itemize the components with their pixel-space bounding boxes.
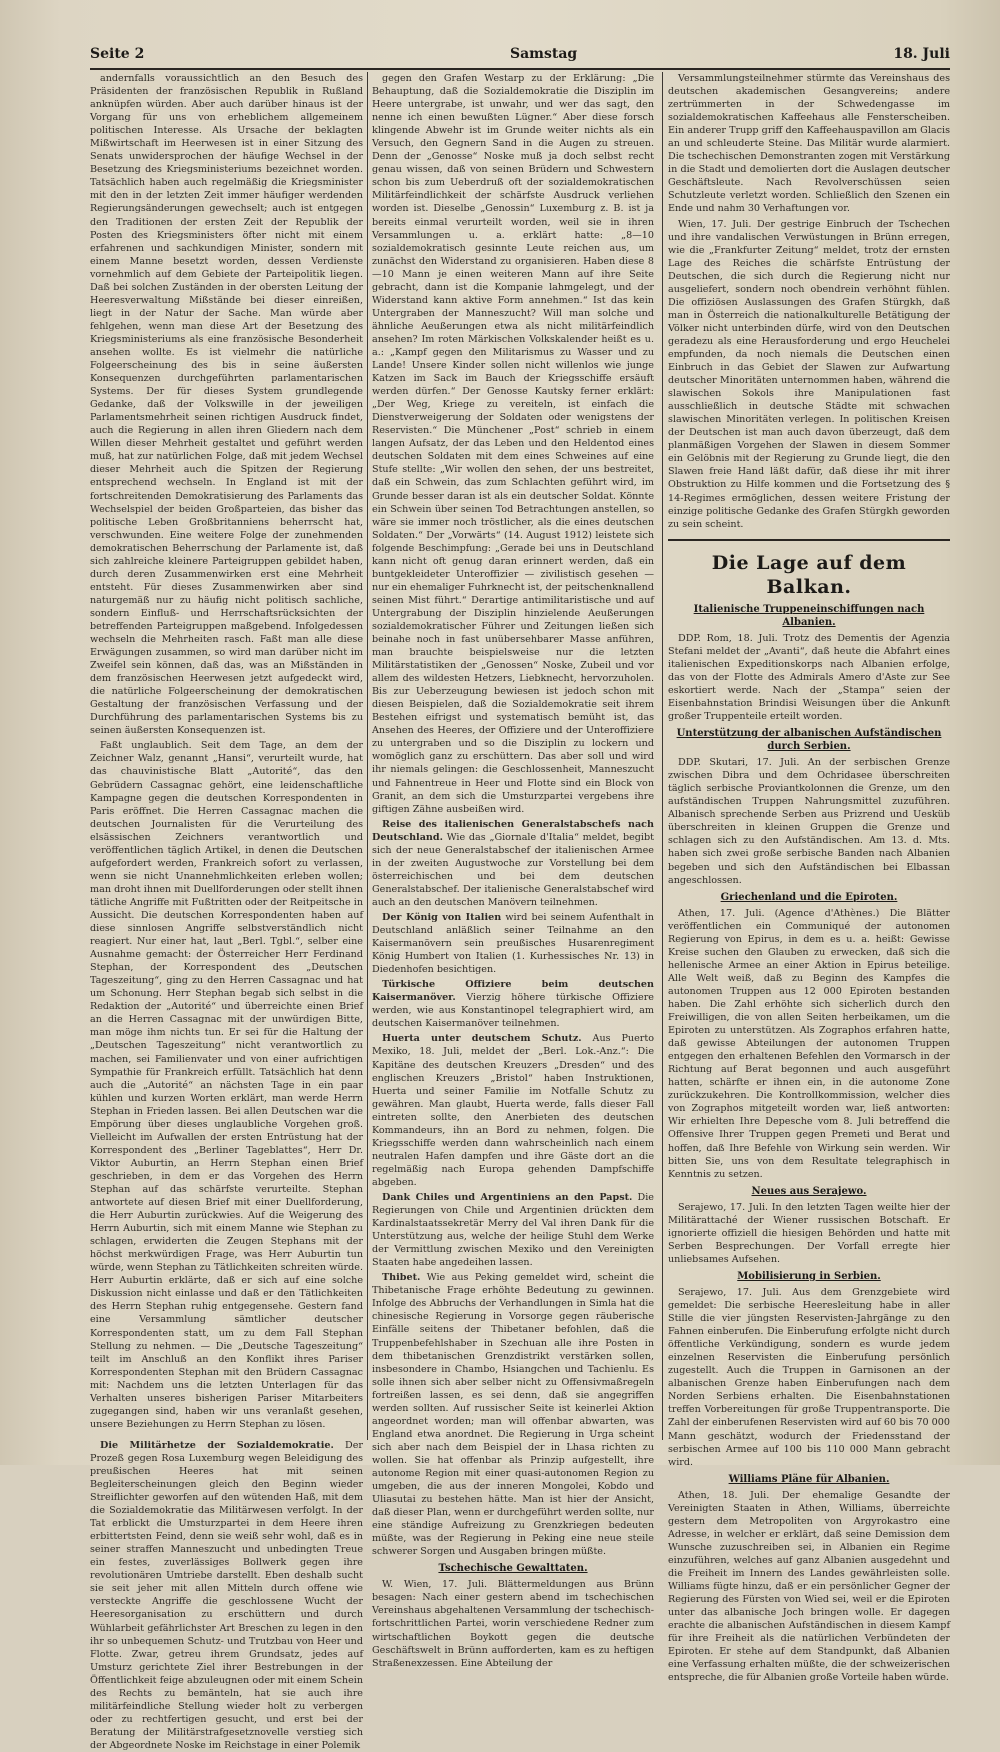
header-day: Samstag xyxy=(510,46,578,62)
article-body: Der Prozeß gegen Rosa Luxemburg wegen Beleidigung des preußischen Heeres hat mit seinen Begleiterscheinungen gleich den Beginn wieder Streiflichter geworfen auf den wütenden Haß, mit dem die Sozialdemokratie das Militärwesen verfolgt. In der Tat erblickt die Umsturzpartei in dem Heere ihren erbittertsten Feind, denn sie weiß sehr wohl, daß es in seiner straffen Manneszucht und unbedingten Treue ein festes, zuverlässiges Bollwerk gegen ihre revolutionären Umtriebe darstellt. Eben deshalb sucht sie seit jeher mit allen Mitteln durch offene wie versteckte Angriffe die geschlossene Wucht der Heeresorganisation zu erschüttern und durch Wühlarbeit gefährlichster Art Breschen zu legen in den ihr so unbequemen Schutz- und Trutzbau von Heer und Flotte. Zwar, getreu ihrem Grundsatz, jedes auf Umsturz gerichtete Ziel ihrer Bestrebungen in der Öffentlichkeit feige abzuleugnen oder mit einem Schein des Rechts zu bemänteln, hat sie auch ihre militärfeindliche Stellung wieder holt zu verbergen oder zu rechtfertigen gesucht, und erst bei der Beratung der Militärstrafgesetznovelle verstieg sich der Abgeordnete Noske im Reichstage in einer Polemik xyxy=(90,1439,363,1751)
article-paragraph xyxy=(372,1191,654,1269)
news-lede: Der König von Italien xyxy=(382,912,502,923)
section-heading: Italienische Truppeneinschiffungen nach Albanien. xyxy=(693,603,925,628)
news-lede: Thibet. xyxy=(382,1272,421,1284)
article-heading: Die Militärhetze der Sozialdemokratie. xyxy=(100,1439,334,1451)
article-paragraph: W. Wien, 17. Juli. Blättermeldungen aus Brünn besagen: Nach einer gestern abend im tschechischen Vereinshaus abgehaltenen Versammlung der tschechisch-fortschrittlichen Partei, worin verschiedene Redner zum wirtschaftlichen Boykott gegen die deutsche Geschäftswelt in Brünn aufforderten, kam es zu heftigen Straßenexzessen. Eine Abteilung der xyxy=(372,1579,654,1669)
article-paragraph xyxy=(372,1032,654,1189)
page-number: Seite 2 xyxy=(90,46,145,62)
article-paragraph: Serajewo, 17. Juli. In den letzten Tagen weilte hier der Militärattaché der Wiener russischen Botschaft. Er ignorierte offiziell die hiesigen Behörden und hatte mit Serben Besprechungen. Der Vorfall erregte hier unliebsames Aufsehen. xyxy=(668,1201,950,1265)
news-body: Wie das „Giornale d'Italia“ meldet, begibt sich der neue Generalstabschef der italienischen Armee in der zweiten Augustwoche zur Vorstellung bei dem österreichischen und bei dem deutschen Generalstabschef. Der italienische Generalstabschef wird auch an den deutschen Manövern teilnehmen. xyxy=(372,831,654,908)
article-paragraph: DDP. Skutari, 17. Juli. An der serbischen Grenze zwischen Dibra und dem Ochridasee überschreiten täglich serbische Proviantkolonnen die Grenze, um den aufständischen Truppen Nahrungsmittel zuzuführen. Albanisch sprechende Serben aus Prizrend und Uesküb überschreiten in kleinen Gruppen die Grenze und schlagen sich zu den Aufständischen. Am 13. d. Mts. haben sich zwei große serbische Banden nach Albanien begeben und sich den Aufständischen bei Elbassan angeschlossen. xyxy=(668,757,950,886)
article-paragraph: Athen, 17. Juli. (Agence d'Athènes.) Die Blätter veröffentlichen ein Communiqué der autonomen Regierung von Epirus, in dem es u. a. heißt: Gewisse Kreise suchen den Glauben zu erwecken, daß sich die hellenische Armee an einer Aktion in Epirus beteilige. Alle Welt weiß, daß zu Beginn des Kampfes die autonomen Truppen aus 12 000 Epiroten bestanden haben. Die Zahl erhöhte sich sicherlich durch den Freiwilligen, die von allen Seiten herbeikamen, um die Epiroten zu unterstützen. Als Zographos erfahren hatte, daß gewisse Abteilungen der autonomen Truppen entgegen den erhaltenen Befehlen den Vormarsch in der Richtung auf Berat begonnen und auch ausgeführt hatten, schärfte er ihnen ein, in die autonome Zone zurückzukehren. Die Kontrollkommission, welcher dies von Zographos mitgeteilt worden war, ließ antworten: Wir erhielten Ihre Depesche vom 8. Juli betreffend die Offensive Ihrer Truppen gegen Premeti und Berat und hoffen, daß Ihre Befehle von Wirkung sein werden. Wir bitten Sie, uns von dem Resultate telegraphisch in Kenntnis zu setzen. xyxy=(668,907,950,1180)
news-body: Vierzig höhere türkische Offiziere werden, wie aus Konstantinopel telegraphiert wird, am deutschen Kaisermanöver teilnehmen. xyxy=(372,992,654,1030)
news-body: Wie aus Peking gemeldet wird, scheint die Thibetanische Frage erhöhte Bedeutung zu gewinnen. Infolge des Abbruchs der Verhandlungen in Simla hat die chinesische Regierung in Vorsorge gegen räuberische Einfälle seitens der Thibetaner befohlen, daß die Truppenbefehlshaber in Szechuan alle ihre Posten in dem thibetanischen Grenzdistrikt verstärken sollen, insbesondere in Chambo, Hsiangchen und Tachienlu. Es solle ihnen sich aber selber nicht zu Offensivmaßregeln fortreißen lassen, es sei denn, daß sie angegriffen werden sollten. Auf russischer Seite ist keinerlei Aktion angeordnet worden; man will offenbar abwarten, was England etwa anordnet. Die Regierung in Urga scheint sich aber nach dem Beispiel der in Lhasa richten zu wollen. Sie hat offenbar als Prinzip aufgestellt, ihre autonome Region mit einer quasi-autonomen Region zu umgeben, die aus der inneren Mongolei, Kobdo und Uliasutai zu bestehen hätte. Man ist hier der Ansicht, daß dieser Plan, wenn er durchgeführt werden sollte, nur eine ständige Aufreizung zu Grenzkriegen bedeuten müßte, was der Regierung in Peking eine neue steile schwerer Sorgen und Ausgaben bringen müßte. xyxy=(372,1272,654,1558)
article-paragraph xyxy=(372,818,654,909)
article-paragraph: DDP. Rom, 18. Juli. Trotz des Dementis der Agenzia Stefani meldet der „Avanti“, daß heute die Abfahrt eines italienischen Expeditionskorps nach Albanien erfolge, das von der Flotte des Admirals Amero d'Aste zur See eskortiert werde. Nach der „Stampa“ seien der Eisenbahnstation Brindisi Weisungen über die Ankunft großer Truppenteile erteilt worden. xyxy=(668,632,950,723)
article-paragraph: Faßt unglaublich. Seit dem Tage, an dem der Zeichner Walz, genannt „Hansi“, verurteilt wurde, hat das chauvinistische Blatt „Autorité“, das den Gebrüdern Cassagnac gehört, eine leidenschaftliche Kampagne gegen die deutschen Korrespondenten in Paris eröffnet. Die Herren Cassagnac machen die deutschen Journalisten für die Verurteilung des elsässischen Zeichners verantwortlich und veröffentlichen täglich Artikel, in denen die Deutschen aufgefordert werden, Frankreich sofort zu verlassen, wenn sie nicht Unannehmlichkeiten erleben wollen; man droht ihnen mit Duellforderungen oder stellt ihnen tätliche Angriffe mit Fußtritten oder der Reitpeitsche in Aussicht. Die deutschen Korrespondenten haben auf diese sinnlosen Angriffe selbstverständlich nicht reagiert. Nur einer hat, laut „Berl. Tgbl.“, selber eine Ausnahme gemacht: der Österreicher Herr Ferdinand Stephan, der Korrespondent des „Deutschen Tageszeitung“, ging zu den Herren Cassagnac und hat um Schonung. Herr Stephan begab sich selbst in die Redaktion der „Autorité“ und überreichte einen Brief an die Herren Cassagnac mit der unwürdigen Bitte, man möge ihm nichts tun. Er sei für die Haltung der „Deutschen Tageszeitung“ nicht verantwortlich zu machen, sei Familienvater und von einer aufrichtigen Sympathie für Frankreich erfüllt. Tatsächlich hat denn auch die „Autorité“ an nächsten Tage in ein paar kühlen und kurzen Worten erklärt, man werde Herrn Stephan in Frieden lassen. Bei allen Deutschen war die Empörung über dieses unglaubliche Vorgehen groß. Vielleicht im Aufwallen der ersten Entrüstung hat der Korrespondent des „Berliner Tageblattes“, Herr Dr. Viktor Auburtin, an Herrn Stephan einen Brief geschrieben, in dem er das Vorgehen des Herrn Stephan auf das schärfste verurteilte. Stephan antwortete auf diesen Brief mit einer Duellforderung, die Herr Auburtin zurückwies. Auf die Weigerung des Herrn Auburtin, sich mit einem Manne wie Stephan zu schlagen, erwiderten die Zeugen Stephans mit der höchst merkwürdigen Frage, was Herr Auburtin tun würde, wenn Stephan zu Tätlichkeiten schreiten würde. Herr Auburtin erklärte, daß er sich auf eine solche Diskussion nicht einlasse und daß er den Tätlichkeiten des Herrn Stephan ruhig entgegensehe. Gestern fand eine Versammlung sämtlicher deutscher Korrespondenten statt, um zu dem Fall Stephan Stellung zu nehmen. — Die „Deutsche Tageszeitung“ teilt im Anschluß an den Konflikt ihres Pariser Korrespondenten Stephan mit den Brüdern Cassagnac mit: Nachdem uns die letzten Unterlagen für das Verhalten unseres bisherigen Pariser Mitarbeiters zugegangen sind, haben wir uns veranlaßt gesehen, unsere Beziehungen zu Herrn Stephan zu lösen. xyxy=(90,740,363,1430)
news-body: wird bei seinem Aufenthalt in Deutschland anläßlich seiner Teilnahme an den Kaisermanövern sein preußisches Husarenregiment König Humbert von Italien (1. Kurhessisches Nr. 13) in Diedenhofen besichtigen. xyxy=(372,912,654,976)
article-paragraph xyxy=(372,911,654,976)
article-paragraph: Versammlungsteilnehmer stürmte das Vereinshaus des deutschen akademischen Gesangvereins; andere zertrümmerten in der Schwedengasse im sozialdemokratischen Kaffeehaus alle Fensterscheiben. Ein anderer Trupp griff den Kaffeehauspavillon am Glacis an und schleuderte Steine. Das Militär wurde alarmiert. Die tschechischen Demonstranten zogen mit Verstärkung in die Stadt und demolierten dort die Auslagen deutscher Geschäftsleute. Nach Revolverschüssen seien Schutzleute verletzt worden. Schließlich den Szenen ein Ende und nahm 30 Verhaftungen vor. xyxy=(668,73,950,215)
news-lede: Reise des italienischen Generalstabschefs nach Deutschland. xyxy=(372,818,654,843)
news-lede: Dank Chiles und Argentiniens an den Papst. xyxy=(382,1191,633,1203)
article-paragraph: Serajewo, 17. Juli. Aus dem Grenzgebiete wird gemeldet: Die serbische Heeresleitung habe in aller Stille die vier jüngsten Reservisten-Jahrgänge zu den Fahnen einberufen. Die Einberufung erfolgte nicht durch öffentliche Verkündigung, sondern es wurde jedem einzelnen Reservisten die Einberufung persönlich zugestellt. Auch die Truppen in Garnisonen an der albanischen Grenze haben Einberufungen nach dem Norden Serbiens erhalten. Die Eisenbahnstationen treffen Vorbereitungen für große Truppentransporte. Die Zahl der einberufenen Reservisten wird auf 60 bis 70 000 Mann geschätzt, wodurch der Friedensstand der serbischen Armee auf 100 bis 110 000 Mann gebracht wird. xyxy=(668,1286,950,1468)
article-paragraph: gegen den Grafen Westarp zu der Erklärung: „Die Behauptung, daß die Sozialdemokratie die Disziplin im Heere untergrabe, ist unwahr, und wer das sagt, den nenne ich einen bewußten Lügner.“ Aber diese forsch klingende Abwehr ist im Grunde weiter nichts als ein Versuch, den Gegnern Sand in die Augen zu streuen. Denn der „Genosse“ Noske muß ja doch selbst recht genau wissen, daß von seinen Brüdern und Schwestern schon bis zum Ueberdruß oft der sozialdemokratischen Militärfeindlichkeit der schärfste Ausdruck verliehen worden ist. Dieselbe „Genossin“ Luxemburg z. B. ist ja bereits einmal verurteilt worden, weil sie in ihren Versammlungen u. a. erklärt hatte: „8—10 sozialdemokratisch gesinnte Leute reichen aus, um zunächst den Widerstand zu organisieren. Haben diese 8—10 Mann je einen weiteren Mann auf ihre Seite gebracht, dann ist die Kompanie lahmgelegt, und der Widerstand kann aktive Form annehmen.“ Ist das kein Untergraben der Manneszucht? Will man solche und ähnliche Aeußerungen etwa als nicht militärfeindlich ansehen? Im roten Märkischen Volkskalender heißt es u. a.: „Kampf gegen den Militarismus zu Wasser und zu Lande! Unsere Kinder sollen nicht willenlos wie junge Katzen im Sack im Bauch der Kriegsschiffe ersäuft werden dürfen.“ Der Genosse Kautsky ferner erklärt: „Der Weg, Kriege zu vereiteln, ist einfach die Dienstverweigerung der Soldaten oder wenigstens der Reservisten.“ Die Münchener „Post“ schrieb in einem langen Aufsatz, der das Leben und den Heldentod eines deutschen Soldaten mit dem eines Schweines auf eine Stufe stellte: „Wir wollen den sehen, der uns bestreitet, daß ein Schwein, das zum Schlachten geführt wird, im Grunde besser daran ist als ein deutscher Soldat. Könnte ein Schwein über seinen Tod Betrachtungen anstellen, so wäre sie immer noch tröstlicher, als die eines deutschen Soldaten.“ Der „Vorwärts“ (14. August 1912) leistete sich folgende Beschimpfung: „Gerade bei uns in Deutschland kann nicht oft genug daran erinnert werden, daß ein buntgekleideter Unteroffizier — zivilistisch gesehen — nur ein ehemaliger Fuhrknecht ist, der peitschenknallend seinen Mist führt.“ Derartige antimilitaristische und auf Untergrabung der Disziplin hinzielende Aeußerungen sozialdemokratischer Führer und Zeitungen ließen sich beinahe noch in fast unübersehbarer Masse anführen, man brauchte beispielsweise nur die letzten Militärstatistiken der „Genossen“ Noske, Zubeil und vor allem des wildesten Hetzers, Liebknecht, hervorzuholen. Bis zur Ueberzeugung bewiesen ist jedoch schon mit diesen Beispielen, daß die Sozialdemokratie seit ihrem Bestehen eifrigst und systematisch bemüht ist, das Ansehen des Heeres, der Offiziere und der Unteroffiziere zu untergraben und so die Disziplin zu lockern und womöglich ganz zu erschüttern. Das aber soll und wird ihr niemals gelingen: die Geschlossenheit, Manneszucht und Fahnentreue in Heer und Flotte sind ein Block von Granit, an dem sich die Umsturzpartei vergebens ihre giftigen Zähne ausbeißen wird. xyxy=(372,73,654,815)
news-body: Aus Puerto Mexiko, 18. Juli, meldet der „Berl. Lok.-Anz.“: Die Kapitäne des deutschen Kreuzers „Dresden“ und des englischen Kreuzers „Bristol“ haben Instruktionen, Huerta und seiner Familie im Notfalle Schutz zu gewähren. Man glaubt, Huerta werde, falls dieser Fall eintreten sollte, den Anerbieten des deutschen Kommandeurs, ihn an Bord zu nehmen, folgen. Die Kriegsschiffe werden dann wahrscheinlich nach einem neutralen Hafen dampfen und ihre Gäste dort an die regelmäßig nach Europa gehenden Dampfschiffe abgeben. xyxy=(372,1033,654,1188)
article-paragraph: Wien, 17. Juli. Der gestrige Einbruch der Tschechen und ihre vandalischen Verwüstungen in Brünn erregen, wie die „Frankfurter Zeitung“ meldet, trotz der ernsten Lage des Reiches die schärfste Entrüstung der Deutschen, die sich durch die Regierung nicht nur ausgeliefert, sondern noch obendrein verhöhnt fühlen. Die offiziösen Auslassungen des Grafen Stürgkh, daß man in Österreich die nationalkulturelle Betätigung der Völker nicht unterbinden dürfe, wird von den Deutschen geradezu als eine Herausforderung und ergo Heuchelei empfunden, da noch niemals die Deutschen einen Einbruch in das Gebiet der Slawen zur Aufwartung deutscher Minoritäten unternommen haben, während die slawischen Sokols ihre Manipulationen fast ausschließlich in deutsche Städte mit schwachen slawischen Minoritäten verlegen. In politischen Kreisen der Deutschen ist man auch davon überzeugt, daß dem planmäßigen Vorgehen der Slawen in diesem Sommer ein Gelöbnis mit der Regierung zu Grunde liegt, die den Slawen freie Hand läßt dafür, daß diese ihr mit ihrer Obstruktion zu Hilfe kommen und die Fortsetzung des § 14-Regimes ermöglichen, dessen weitere Fristung der einzige politische Gedanke des Grafen Stürgkh geworden zu sein scheint. xyxy=(668,218,950,530)
section-heading: Neues aus Serajewo. xyxy=(751,1185,867,1197)
section-heading: Williams Pläne für Albanien. xyxy=(728,1473,890,1485)
column-rule-1 xyxy=(367,72,368,1440)
section-heading: Tschechische Gewalttaten. xyxy=(438,1563,588,1575)
column-3 xyxy=(668,72,950,1684)
section-title: Die Lage auf dem Balkan. xyxy=(711,551,907,598)
column-2 xyxy=(372,72,654,1669)
section-heading: Unterstützung der albanischen Aufständischen durch Serbien. xyxy=(676,728,942,753)
article-paragraph: andernfalls voraussichtlich an den Besuch des Präsidenten der französischen Republik in Rußland anknüpfen würden. Aber auch darüber hinaus ist der Vorgang für uns von erheblichem allgemeinem politischen Interesse. Als Ursache der beklagten Mißwirtschaft im Heerwesen ist in einer Sitzung des Senats unwidersprochen der häufige Wechsel in der Besetzung des Kriegsministeriums bezeichnet worden. Tatsächlich haben auch regelmäßig die Kriegsminister mit den in der letzten Zeit immer häufiger werdenden Regierungsänderungen gewechselt; auch ist entgegen den Traditionen der ersten Zeit der Republik der Posten des Kriegsministers öfter nicht mit einem erfahrenen und sachkundigen Minister, sondern mit einem Manne besetzt worden, dessen Verdienste vornehmlich auf dem Gebiete der Parteipolitik liegen. Daß bei solchen Zuständen in der obersten Leitung der Heeresverwaltung Mißstände bei dieser einreißen, liegt in der Natur der Sache. Man würde aber fehlgehen, wenn man diese Art der Besetzung des Kriegsministeriums als eine französische Besonderheit ansehen wollte. Es ist vielmehr die natürliche Folgeerscheinung des bis in seine äußersten Konsequenzen durchgeführten parlamentarischen Systems. Der für dieses System grundlegende Gedanke, daß der Volkswille in der jeweiligen Parlamentsmehrheit seinen richtigen Ausdruck findet, auch die Regierung in allen ihren Gliedern nach dem Willen dieser Mehrheit gestaltet und geführt werden muß, hat zur natürlichen Folge, daß mit jedem Wechsel dieser Mehrheit auch die Spitzen der Regierung entsprechend wechseln. In England ist mit der fortschreitenden Demokratisierung des Parlaments das Wechselspiel der beiden Großparteien, das bisher das politische Leben Großbritanniens beherrscht hat, verschwunden. Eine weitere Folge der zunehmenden demokratischen Beherrschung der Parlamente ist, daß sich zahlreiche kleinere Parteigruppen gebildet haben, durch deren Zusammenwirken erst eine Mehrheit entsteht. Für dieses Zusammenwirken aber sind naturgemäß nur zu häufig nicht politisch sachliche, sondern Einfluß- und Herrschaftsrücksichten der betreffenden Parteigruppen maßgebend. Infolgedessen wechseln die Mehrheiten rasch. Faßt man alle diese Erwägungen zusammen, so wird man darüber nicht im Zweifel sein können, daß das, was an Mißständen in dem französischen Heerwesen jetzt aufgedeckt wird, die natürliche Folgeerscheinung der demokratischen Gestaltung der französischen Verfassung und der Durchführung des parlamentarischen Systems bis zu seinen äußersten Konsequenzen ist. xyxy=(90,73,363,737)
article-paragraph: Athen, 18. Juli. Der ehemalige Gesandte der Vereinigten Staaten in Athen, Williams, überreichte gestern dem Metropoliten von Argyrokastro eine Adresse, in welcher er erklärt, daß seine Demission dem Wunsche zuzuschreiben sei, in Albanien ein Regime einzuführen, welches auf ganz Albanien ausgedehnt und die Freiheit im Innern des Landes gewährleisten solle. Williams fügte hinzu, daß er ein persönlicher Gegner der Regierung des Fürsten von Wied sei, weil er die Epiroten unter das albanische Joch bringen wolle. Er dagegen erachte die albanischen Aufständischen in diesem Kampf für ihre Freiheit als die natürlichen Verbündeten der Epiroten. Er stehe auf dem Standpunkt, daß Albanien eine Verfassung erhalten müßte, die der schweizerischen entspreche, die für Albanien große Vorteile haben würde. xyxy=(668,1489,950,1684)
section-heading: Mobilisierung in Serbien. xyxy=(737,1270,881,1282)
section-heading: Griechenland und die Epiroten. xyxy=(720,891,898,903)
news-body: Die Regierungen von Chile und Argentinien drückten dem Kardinalstaatssekretär Merry del Val ihren Dank für die Unterstützung aus, welche der heilige Stuhl dem Werke der Vermittlung zwischen Mexiko und den Vereinigten Staaten habe angedeihen lassen. xyxy=(372,1191,654,1269)
header-date: 18. Juli xyxy=(893,46,950,62)
article-paragraph xyxy=(90,1439,363,1752)
news-lede: Huerta unter deutschem Schutz. xyxy=(382,1033,582,1045)
column-rule-2 xyxy=(662,72,663,1440)
page-header xyxy=(90,40,950,70)
section-divider xyxy=(668,539,950,541)
news-lede: Türkische Offiziere beim deutschen Kaisermanöver. xyxy=(372,979,654,1004)
column-1 xyxy=(90,72,363,1751)
article-paragraph xyxy=(372,978,654,1030)
article-paragraph xyxy=(372,1271,654,1558)
